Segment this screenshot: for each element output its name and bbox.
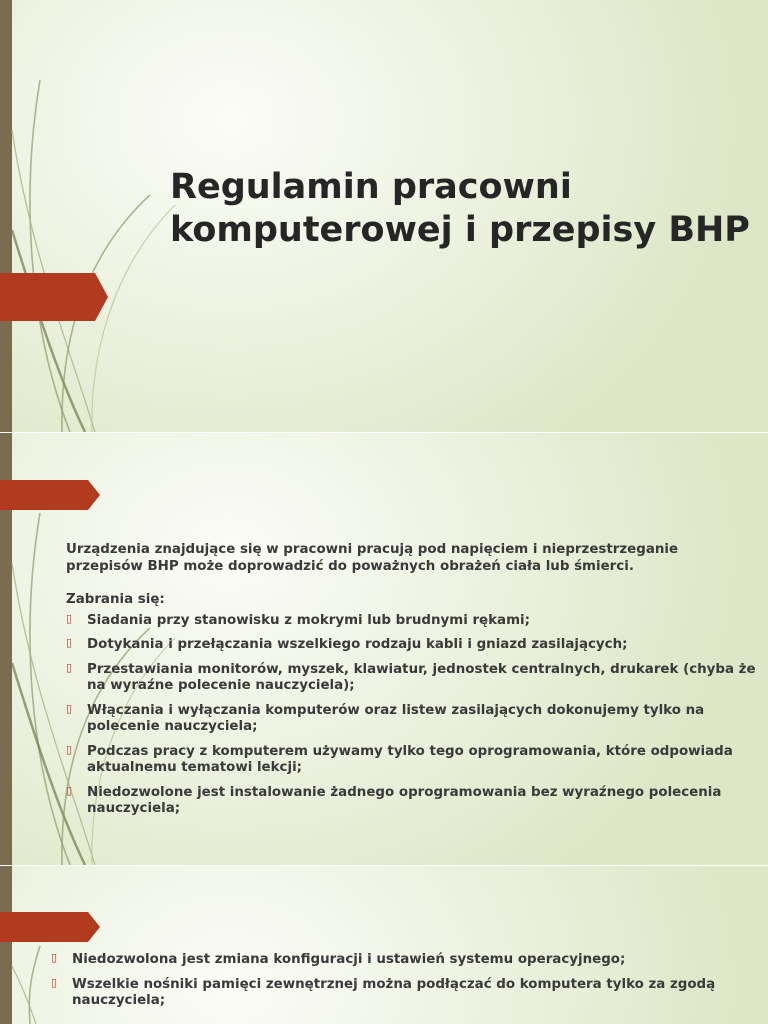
bullet-icon: ▯: [66, 701, 73, 715]
slide-edge-bar: [0, 0, 12, 432]
list-item: ▯ Przestawiania monitorów, myszek, klawiatur, jednostek centralnych, drukarek (chyba że na wyraźne polecenie nauczyciela);: [66, 660, 756, 693]
slide-title: Regulamin pracowni komputerowej i przepisy BHP: [170, 167, 750, 250]
rules-list: [51, 952, 756, 1010]
accent-arrow-tag: [0, 273, 108, 321]
list-item: ▯ Włączania i wyłączania komputerów oraz listew zasilających dokonujemy tylko na polecenie nauczyciela;: [66, 701, 705, 734]
list-item: ▯ Dotykania i przełączania wszelkiego rodzaju kabli i gniazd zasilających;: [66, 636, 628, 652]
slide-body: [51, 952, 756, 1018]
slide-body: [66, 542, 756, 826]
list-item: ▯ Podczas pracy z komputerem używamy tylko tego oprogramowania, które odpowiada aktualnemu tematowi lekcji;: [66, 742, 733, 775]
list-item: ▯ Niedozwolona jest zmiana konfiguracji i ustawień systemu operacyjnego;: [51, 951, 626, 967]
slide-edge-bar: [0, 866, 12, 1024]
accent-arrow-tag: [0, 480, 100, 510]
bullet-icon: ▯: [66, 611, 73, 625]
bullet-icon: ▯: [66, 660, 73, 674]
bullet-icon: ▯: [66, 742, 73, 756]
title-slide: [0, 0, 768, 432]
intro-paragraph: Urządzenia znajdujące się w pracowni pracują pod napięciem i nieprzestrzeganie przepisów BHP może doprowadzić do poważnych obrażeń ciała lub śmierci.: [66, 542, 679, 574]
accent-arrow-tag: [0, 912, 100, 942]
rules-slide: [0, 433, 768, 865]
rules-slide-continued: [0, 866, 768, 1024]
list-item: ▯ Wszelkie nośniki pamięci zewnętrznej można podłączać do komputera tylko za zgodą nauczyciela;: [51, 975, 716, 1008]
bullet-icon: ▯: [51, 975, 58, 989]
bullet-icon: ▯: [66, 783, 73, 797]
prohibitions-list: [66, 613, 756, 818]
list-item: ▯ Niedozwolone jest instalowanie żadnego oprogramowania bez wyraźnego polecenia nauczyciela;: [66, 783, 722, 816]
bullet-icon: ▯: [66, 636, 73, 649]
bullet-icon: ▯: [51, 951, 58, 964]
list-item: ▯ Siadania przy stanowisku z mokrymi lub brudnymi rękami;: [66, 611, 530, 628]
prohibitions-heading: Zabrania się:: [66, 592, 165, 607]
